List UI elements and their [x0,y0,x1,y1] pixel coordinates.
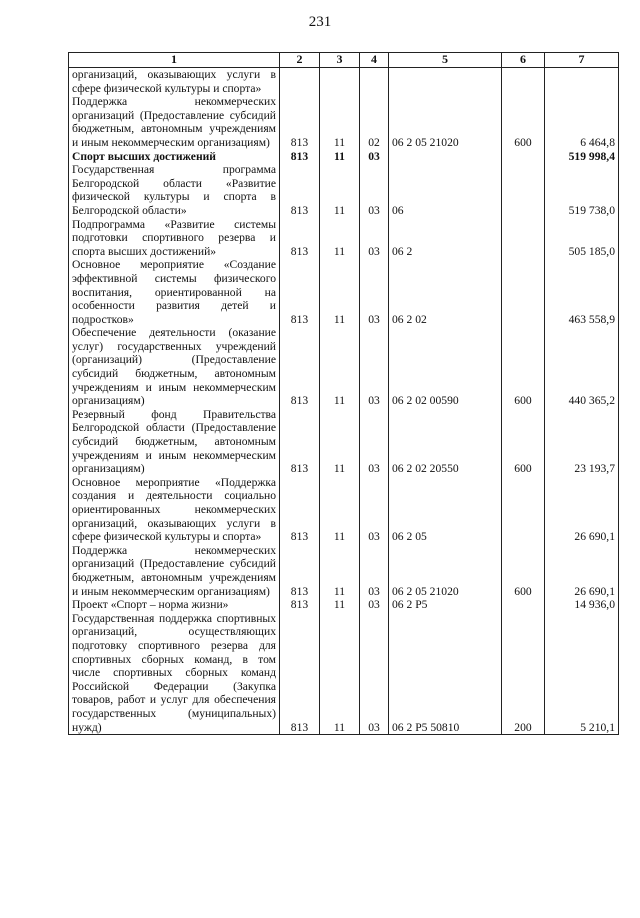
amount-cell: 26 690,1 [545,544,619,598]
section-code-cell: 11 [320,476,360,544]
row-name-cell: Спорт высших достижений [69,150,280,164]
expense-type-cell [502,258,545,326]
table-row [69,544,619,598]
page-number: 231 [308,14,332,30]
amount-cell: 505 185,0 [545,218,619,259]
expense-type-cell: 600 [502,408,545,476]
amount-cell: 14 936,0 [545,598,619,612]
column-header: 2 [280,53,320,68]
subsection-code-cell: 03 [360,408,389,476]
row-name-cell: Поддержка некоммерческих организаций (Предоставление субсидий бюджетным, автономным учреждениям и иным некоммерческим организациям) [69,95,280,149]
target-article-cell: 06 2 02 [389,258,502,326]
admin-code-cell: 813 [280,150,320,164]
expense-type-cell [502,68,545,96]
row-name-cell: Государственная поддержка спортивных организаций, осуществляющих подготовку спортивного резерва для спортивных сборных команд, в том числе спортивных сборных команд Российской Федерации (Закупка товаров, работ и услуг для обеспечения государственных (муниципальных) нужд) [69,612,280,735]
column-header: 7 [545,53,619,68]
admin-code-cell: 813 [280,544,320,598]
amount-cell: 23 193,7 [545,408,619,476]
subsection-code-cell: 03 [360,476,389,544]
table-row [69,150,619,164]
table-row [69,163,619,217]
column-header: 5 [389,53,502,68]
expense-type-cell: 600 [502,544,545,598]
amount-cell: 26 690,1 [545,476,619,544]
target-article-cell: 06 2 05 [389,476,502,544]
section-code-cell: 11 [320,95,360,149]
table-row [69,258,619,326]
subsection-code-cell: 03 [360,544,389,598]
row-name-cell: Проект «Спорт – норма жизни» [69,598,280,612]
target-article-cell: 06 2 02 00590 [389,326,502,408]
subsection-code-cell: 03 [360,150,389,164]
column-header: 3 [320,53,360,68]
amount-cell [545,68,619,96]
column-header: 4 [360,53,389,68]
amount-cell: 440 365,2 [545,326,619,408]
table-row [69,326,619,408]
table-row [69,612,619,735]
admin-code-cell: 813 [280,598,320,612]
section-code-cell: 11 [320,150,360,164]
subsection-code-cell: 03 [360,218,389,259]
table-row [69,95,619,149]
row-name-cell: Государственная программа Белгородской области «Развитие физической культуры и спорта в Белгородской области» [69,163,280,217]
admin-code-cell: 813 [280,612,320,735]
admin-code-cell: 813 [280,258,320,326]
amount-cell: 6 464,8 [545,95,619,149]
section-code-cell: 11 [320,258,360,326]
expense-type-cell [502,163,545,217]
target-article-cell: 06 [389,163,502,217]
subsection-code-cell [360,68,389,96]
expense-type-cell [502,598,545,612]
table-row [69,408,619,476]
target-article-cell: 06 2 05 21020 [389,544,502,598]
row-name-cell: Поддержка некоммерческих организаций (Предоставление субсидий бюджетным, автономным учреждениям и иным некоммерческим организациям) [69,544,280,598]
expense-type-cell [502,218,545,259]
subsection-code-cell: 03 [360,326,389,408]
row-name-cell: Основное мероприятие «Поддержка создания и деятельности социально ориентированных некоммерческих организаций, оказывающих услуги в сфере физической культуры и спорта» [69,476,280,544]
amount-cell: 519 738,0 [545,163,619,217]
admin-code-cell: 813 [280,476,320,544]
row-name-cell: Основное мероприятие «Создание эффективной системы физического воспитания, ориентированной на особенности развития детей и подростков» [69,258,280,326]
column-header: 1 [69,53,280,68]
row-name-cell: Обеспечение деятельности (оказание услуг) государственных учреждений (организаций) (Предоставление субсидий бюджетным, автономным учреждениям и иным некоммерческим организациям) [69,326,280,408]
admin-code-cell: 813 [280,218,320,259]
target-article-cell: 06 2 02 20550 [389,408,502,476]
table-row [69,476,619,544]
admin-code-cell: 813 [280,408,320,476]
expense-type-cell: 600 [502,95,545,149]
subsection-code-cell: 03 [360,163,389,217]
section-code-cell [320,68,360,96]
target-article-cell [389,150,502,164]
table-body [69,68,619,735]
admin-code-cell: 813 [280,163,320,217]
section-code-cell: 11 [320,326,360,408]
section-code-cell: 11 [320,408,360,476]
amount-cell: 463 558,9 [545,258,619,326]
table-row [69,218,619,259]
target-article-cell: 06 2 05 21020 [389,95,502,149]
expense-type-cell [502,476,545,544]
subsection-code-cell: 02 [360,95,389,149]
expense-type-cell: 200 [502,612,545,735]
section-code-cell: 11 [320,598,360,612]
row-name-cell: Резервный фонд Правительства Белгородской области (Предоставление субсидий бюджетным, автономным учреждениям и иным некоммерческим организациям) [69,408,280,476]
row-name-cell: Подпрограмма «Развитие системы подготовки спортивного резерва и спорта высших достижений» [69,218,280,259]
admin-code-cell [280,68,320,96]
expense-type-cell [502,150,545,164]
amount-cell: 5 210,1 [545,612,619,735]
table-row [69,68,619,96]
target-article-cell [389,68,502,96]
row-name-cell: организаций, оказывающих услуги в сфере физической культуры и спорта» [69,68,280,96]
table-row [69,598,619,612]
amount-cell: 519 998,4 [545,150,619,164]
admin-code-cell: 813 [280,326,320,408]
section-code-cell: 11 [320,218,360,259]
admin-code-cell: 813 [280,95,320,149]
section-code-cell: 11 [320,544,360,598]
subsection-code-cell: 03 [360,258,389,326]
target-article-cell: 06 2 Р5 [389,598,502,612]
subsection-code-cell: 03 [360,598,389,612]
budget-table [68,52,619,735]
section-code-cell: 11 [320,163,360,217]
subsection-code-cell: 03 [360,612,389,735]
expense-type-cell: 600 [502,326,545,408]
target-article-cell: 06 2 Р5 50810 [389,612,502,735]
column-header: 6 [502,53,545,68]
section-code-cell: 11 [320,612,360,735]
target-article-cell: 06 2 [389,218,502,259]
table-header-row [69,53,619,68]
